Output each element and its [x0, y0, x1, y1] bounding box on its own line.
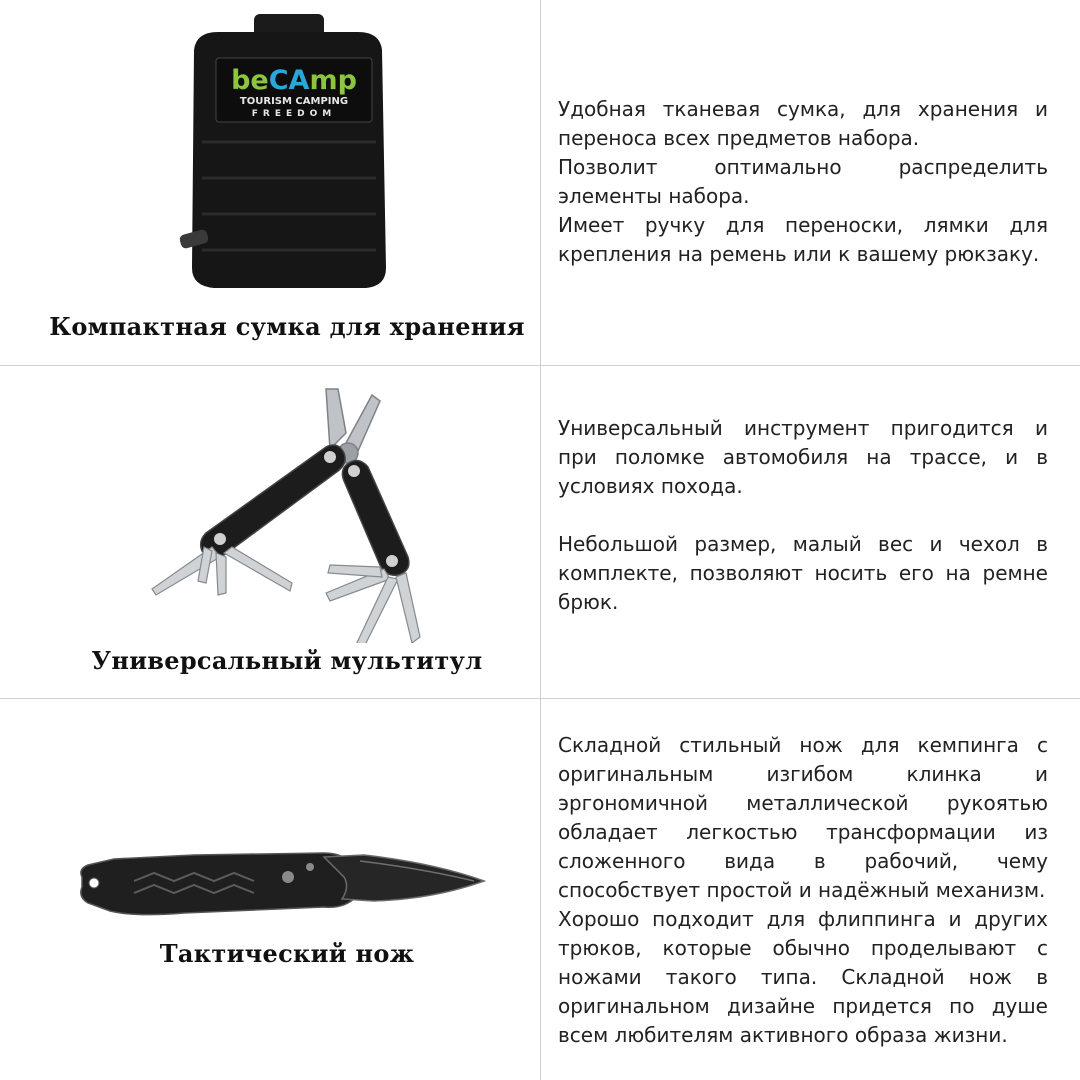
- product-row-knife: [0, 699, 1080, 1080]
- product-caption: Универсальный мультитул: [91, 646, 483, 675]
- product-caption: Тактический нож: [159, 939, 415, 968]
- multitool-left-handle: [201, 445, 345, 558]
- description-paragraph: Имеет ручку для переноски, лямки для крепления на ремень или к вашему рюкзаку.: [558, 213, 1048, 266]
- logo-tagline-2: FREEDOM: [251, 109, 337, 119]
- product-image-cell: [0, 699, 540, 1080]
- product-description: [558, 414, 1048, 617]
- becamp-logo: beCAmp: [231, 65, 357, 96]
- knife-handle: [81, 853, 356, 915]
- product-image-cell: [0, 366, 540, 698]
- description-paragraph: Универсальный инструмент пригодится и при поломке автомобиля на трассе, и в условиях похода.: [558, 416, 1048, 498]
- multitool-right-handle: [342, 460, 408, 575]
- product-description: [558, 95, 1048, 269]
- multitool-right-blades: [326, 565, 420, 643]
- description-paragraph: Складной стильный нож для кемпинга с оригинальным изгибом клинка и эргономичной металлической рукоятью обладает легкостью трансформации из сложенного вида в рабочий, чему способствует простой и надёжный механизм.: [558, 733, 1048, 902]
- description-paragraph: Хорошо подходит для флиппинга и других трюков, которые обычно проделывают с ножами такого типа. Складной нож в оригинальном дизайне придется по душе всем любителям активного образа жизни.: [558, 907, 1048, 1047]
- paragraph-gap: [558, 501, 1048, 530]
- knife-pivot-screw: [282, 871, 294, 883]
- product-row-bag: [0, 0, 1080, 365]
- multitool-image: [140, 381, 430, 643]
- description-paragraph: Позволит оптимально распределить элементы набора.: [558, 155, 1048, 208]
- knife-screw: [306, 863, 314, 871]
- storage-bag-image: [176, 10, 396, 295]
- product-caption: Компактная сумка для хранения: [49, 312, 525, 341]
- logo-tagline-1: TOURISM CAMPING: [239, 96, 349, 107]
- knife-lanyard-hole: [89, 878, 99, 888]
- product-description: [558, 731, 1048, 1050]
- product-image-cell: [0, 0, 540, 365]
- description-paragraph: Удобная тканевая сумка, для хранения и переноса всех предметов набора.: [558, 97, 1048, 150]
- description-paragraph: Небольшой размер, малый вес и чехол в комплекте, позволяют носить его на ремне брюк.: [558, 532, 1048, 614]
- tactical-knife-image: [74, 847, 488, 919]
- product-row-multitool: [0, 366, 1080, 698]
